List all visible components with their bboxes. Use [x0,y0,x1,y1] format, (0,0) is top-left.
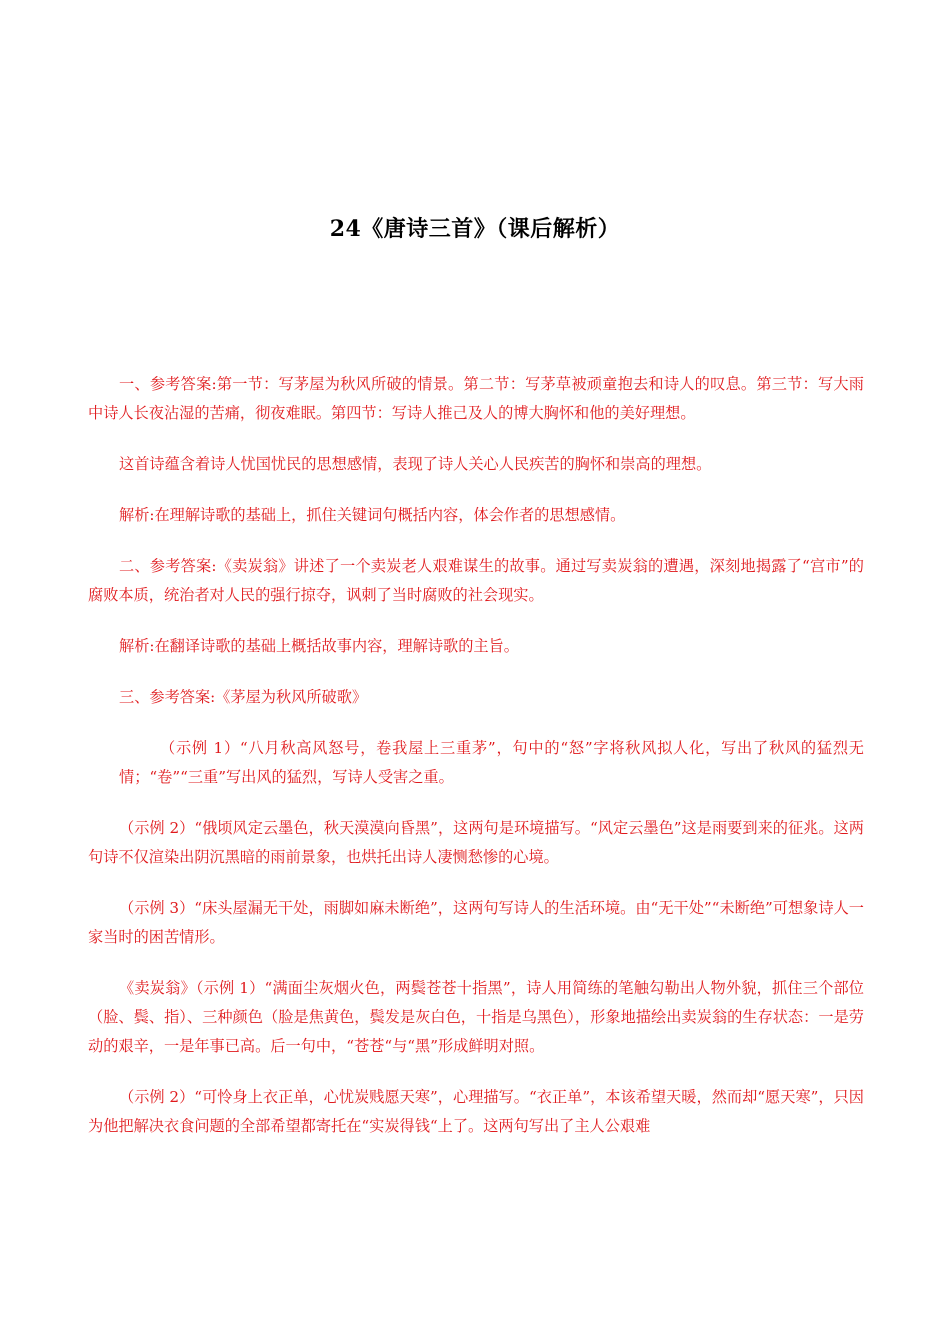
paragraph-answer-3: 三、参考答案:《茅屋为秋风所破歌》 [119,688,368,706]
paragraph-maitanweng-example-1: 《卖炭翁》（示例 1）“满面尘灰烟火色，两鬓苍苍十指黑”，诗人用简练的笔触勾勒出人物外貌，抓住三个部位（脸、鬓、指）、三种颜色（脸是焦黄色，鬓发是灰白色，十指是乌黑色），形象地描绘出卖炭翁的生存状态：一是劳动的艰辛，一是年事已高。后一句中，“苍苍“与“黑”形成鲜明对照。 [88,979,864,1055]
paragraph-theme-1: 这首诗蕴含着诗人忧国忧民的思想感情，表现了诗人关心人民疾苦的胸怀和崇高的理想。 [119,455,712,473]
paragraph-answer-1: 一、参考答案:第一节：写茅屋为秋风所破的情景。第二节：写茅草被顽童抱去和诗人的叹息。第三节：写大雨中诗人长夜沾湿的苦痛，彻夜难眠。第四节：写诗人推己及人的博大胸怀和他的美好理想。 [88,375,864,422]
document-body [88,370,864,1163]
paragraph-answer-2: 二、参考答案:《卖炭翁》讲述了一个卖炭老人艰难谋生的故事。通过写卖炭翁的遭遇，深刻地揭露了“宫市”的腐败本质，统治者对人民的强行掠夺，讽刺了当时腐败的社会现实。 [88,557,864,604]
paragraph-example-3: （示例 3）“床头屋漏无干处，雨脚如麻未断绝”，这两句写诗人的生活环境。由“无干处”“未断绝”可想象诗人一家当时的困苦情形。 [88,899,864,946]
paragraph-example-2: （示例 2）“俄顷风定云墨色，秋天漠漠向昏黑”，这两句是环境描写。“风定云墨色”这是雨要到来的征兆。这两句诗不仅渲染出阴沉黑暗的雨前景象，也烘托出诗人凄恻愁惨的心境。 [88,819,864,866]
paragraph-maitanweng-example-2: （示例 2）“可怜身上衣正单，心忧炭贱愿天寒”，心理描写。“衣正单”，本该希望天暖，然而却“愿天寒”，只因为他把解决衣食问题的全部希望都寄托在“实炭得钱“上了。这两句写出了主人公艰难 [88,1088,864,1135]
paragraph-analysis-1: 解析:在理解诗歌的基础上，抓住关键词句概括内容，体会作者的思想感情。 [119,506,626,524]
paragraph-example-1: （示例 1）“八月秋高风怒号，卷我屋上三重茅”，句中的“怒”字将秋风拟人化，写出了秋风的猛烈无情；“卷”“三重”写出风的猛烈，写诗人受害之重。 [119,739,864,786]
document-title: 24《唐诗三首》（课后解析） [329,216,621,242]
paragraph-analysis-2: 解析:在翻译诗歌的基础上概括故事内容，理解诗歌的主旨。 [119,637,519,655]
